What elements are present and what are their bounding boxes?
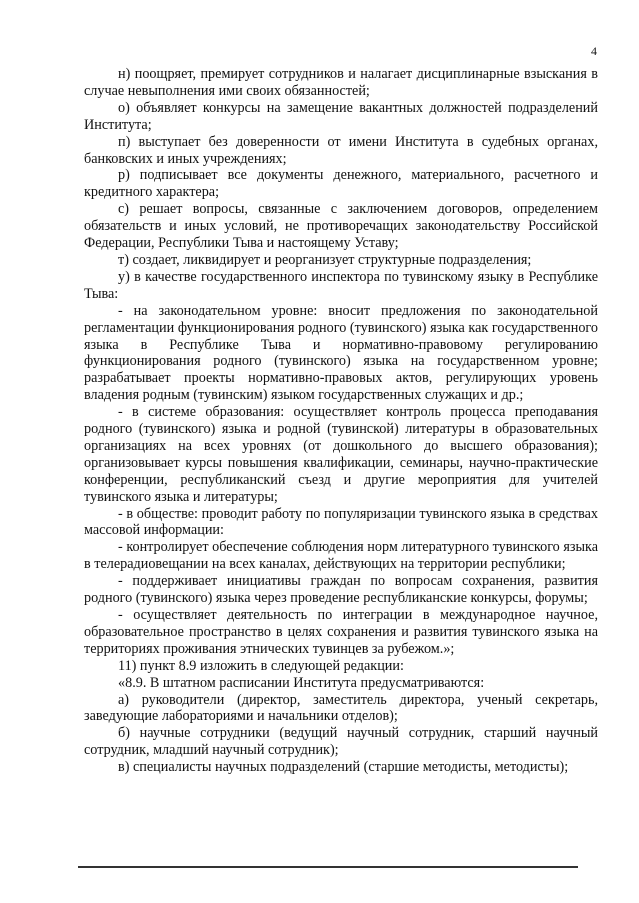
paragraph-legislative-level: - на законодательном уровне: вносит предложения по законодательной регламентации функционирования родного (тувинского) языка как государственного языка в Республике Тыва и нормативно-правовому регулированию функционирования родного (тувинского) языка на государственном уровне; разрабатывает проекты нормативно-правовых актов, регулирующих уровень владения родным (тувинским) языком государственных служащих и др.; bbox=[84, 302, 598, 404]
paragraph-o: о) объявляет конкурсы на замещение вакантных должностей подразделений Института; bbox=[84, 99, 598, 133]
paragraph-u: у) в качестве государственного инспектора по тувинскому языку в Республике Тыва: bbox=[84, 268, 598, 302]
paragraph-n: н) поощряет, премирует сотрудников и налагает дисциплинарные взыскания в случае невыполнения ими своих обязанностей; bbox=[84, 66, 598, 99]
paragraph-t: т) создает, ликвидирует и реорганизует структурные подразделения; bbox=[118, 251, 532, 268]
page-number: 4 bbox=[591, 44, 597, 58]
paragraph-society: - в обществе: проводит работу по популяризации тувинского языка в средствах массовой информации: bbox=[84, 505, 598, 539]
paragraph-a-managers: а) руководители (директор, заместитель директора, ученый секретарь, заведующие лабораториями и начальники отделов); bbox=[84, 691, 598, 725]
paragraph-education-system: - в системе образования: осуществляет контроль процесса преподавания родного (тувинского) языка и родной (тувинской) литературы в образовательных организациях на всех уровнях (от дошкольного до высшего образования); организовывает курсы повышения квалификации, семинары, научно-практические конференции, республиканский съезд и другие мероприятия для учителей тувинского языка и литературы; bbox=[84, 404, 598, 505]
document-body bbox=[84, 66, 598, 776]
paragraph-b-researchers: б) научные сотрудники (ведущий научный сотрудник, старший научный сотрудник, младший научный сотрудник); bbox=[84, 725, 598, 759]
paragraph-international-integration: - осуществляет деятельность по интеграции в международное научное, образовательное пространство в целях сохранения и развития тувинского языка на территориях проживания этнических тувинцев за рубежом.»; bbox=[84, 607, 598, 657]
paragraph-p: п) выступает без доверенности от имени Института в судебных органах, банковских и иных учреждениях; bbox=[84, 133, 598, 167]
paragraph-r: р) подписывает все документы денежного, материального, расчетного и кредитного характера; bbox=[84, 167, 598, 201]
paragraph-clause-8-9: «8.9. В штатном расписании Института предусматриваются: bbox=[118, 674, 485, 691]
paragraph-broadcast-control: - контролирует обеспечение соблюдения норм литературного тувинского языка в телерадиовещании на всех каналах, действующих на территории республики; bbox=[84, 539, 598, 573]
paragraph-item-11: 11) пункт 8.9 изложить в следующей редакции: bbox=[118, 657, 404, 674]
bottom-divider bbox=[78, 866, 578, 868]
paragraph-s: с) решает вопросы, связанные с заключением договоров, определением обязательств и иных условий, не противоречащих законодательству Российской Федерации, Республики Тыва и настоящему Уставу; bbox=[84, 201, 598, 252]
paragraph-v-specialists: в) специалисты научных подразделений (старшие методисты, методисты); bbox=[118, 759, 569, 776]
paragraph-citizen-initiatives: - поддерживает инициативы граждан по вопросам сохранения, развития родного (тувинского) языка через проведение республиканские конкурсы, форумы; bbox=[84, 573, 598, 607]
